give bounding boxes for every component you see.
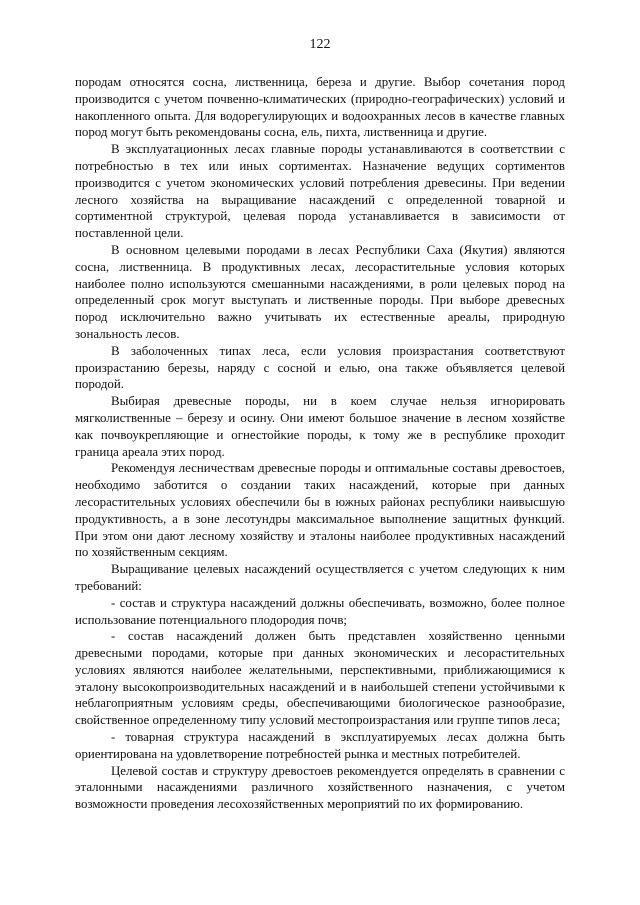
paragraph-6: Рекомендуя лесничествам древесные породы и оптимальные составы древостоев, необходимо заботится о создании таких насаждений, которые при данных лесорастительных условиях обеспечили бы в южных районах республики наивысшую продуктивность, а в зоне лесотундры максимальное выполнение защитных функций. При этом они дают лесному хозяйству и эталоны наиболее продуктивных насаждений по хозяйственным секциям. [75, 461, 565, 560]
list-item-1: - состав и структура насаждений должны обеспечивать, возможно, более полное использование потенциального плодородия почв; [75, 595, 565, 627]
paragraph-1: породам относятся сосна, лиственница, береза и другие. Выбор сочетания пород производится с учетом почвенно-климатических (природно-географических) условий и накопленного опыта. Для водорегулирующих и водоохранных лесов в качестве главных пород могут быть рекомендованы сосна, ель, пихта, лиственница и другие. [75, 75, 565, 140]
paragraph-8: Целевой состав и структуру древостоев рекомендуется определять в сравнении с эталонными насаждениями различного хозяйственного назначения, с учетом возможности проведения лесохозяйственных мероприятий по их формированию. [75, 763, 565, 812]
paragraph-2: В эксплуатационных лесах главные породы устанавливаются в соответствии с потребностью в тех или иных сортиментах. Назначение ведущих сортиментов производится с учетом экономических условий потребления древесины. При ведении лесного хозяйства на выращивание насаждений с определенной товарной и сортиментной структурой, целевая порода устанавливается в зависимости от поставленной цели. [75, 142, 565, 241]
body-text [75, 74, 565, 813]
paragraph-4: В заболоченных типах леса, если условия произрастания соответствуют произрастанию березы, наряду с сосной и елью, она также объявляется целевой породой. [75, 343, 565, 392]
paragraph-3: В основном целевыми породами в лесах Республики Саха (Якутия) являются сосна, лиственница. В продуктивных лесах, лесорастительные условия которых наиболее полно используются смешанными насаждениями, в роли целевых пород на определенный срок могут выступать и лиственные породы. При выборе древесных пород исключительно важно учитывать их естественные ареалы, природную зональность лесов. [75, 242, 565, 341]
list-item-3: - товарная структура насаждений в эксплуатируемых лесах должна быть ориентирована на удовлетворение потребностей рынка и местных потребителей. [75, 730, 565, 761]
paragraph-5: Выбирая древесные породы, ни в коем случае нельзя игнорировать мягколиственные – березу и осину. Они имеют большое значение в лесном хозяйстве как почвоукрепляющие и огнестойкие породы, к тому же в республике проходит граница ареала этих пород. [75, 394, 565, 459]
list-item-2: - состав насаждений должен быть представлен хозяйственно ценными древесными породами, которые при данных экономических и лесорастительных условиях являются наиболее желательными, перспективными, приближающимися к эталону высокопроизводительных насаждений и в наибольшей степени устойчивыми к неблагоприятным условиям среды, обеспечивающими биологическое разнообразие, свойственное определенному типу условий местопроизрастания или группе типов леса; [75, 629, 565, 728]
page-number: 122 [309, 37, 331, 52]
paragraph-7: Выращивание целевых насаждений осуществляется с учетом следующих к ним требований: [75, 562, 565, 593]
